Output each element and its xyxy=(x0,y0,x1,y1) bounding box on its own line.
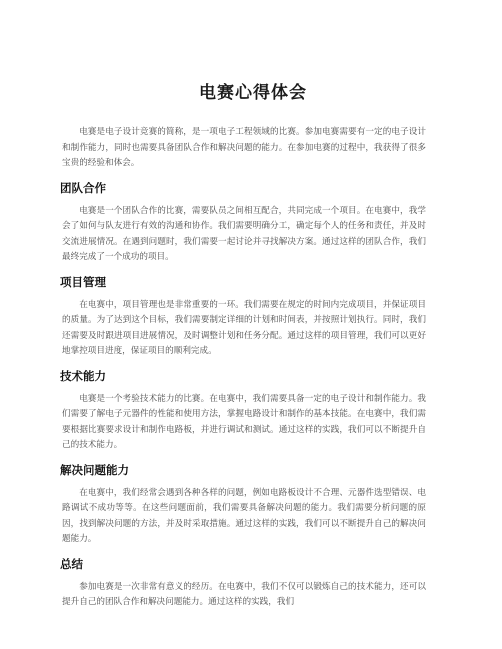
section-body: 在电赛中，项目管理也是非常重要的一环。我们需要在规定的时间内完成项目，并保证项目的质量。为了达到这个目标，我们需要制定详细的计划和时间表，并按照计划执行。同时，我们还需要及时跟进项目进展情况，及时调整计划和任务分配。通过这样的项目管理，我们可以更好地掌控项目进度，保证项目的顺利完成。 xyxy=(62,299,426,356)
intro-paragraph: 电赛是电子设计竞赛的简称，是一项电子工程领域的比赛。参加电赛需要有一定的电子设计和制作能力，同时也需要具备团队合作和解决问题的能力。在参加电赛的过程中，我获得了很多宝贵的经验和体会。 xyxy=(62,127,426,168)
section-body: 电赛是一个团队合作的比赛，需要队员之间相互配合，共同完成一个项目。在电赛中，我学会了如何与队友进行有效的沟通和协作。我们需要明确分工，确定每个人的任务和责任，并及时交流进展情况。在遇到问题时，我们需要一起讨论并寻找解决方案。通过这样的团队合作，我们最终完成了一个成功的项目。 xyxy=(62,205,426,262)
section-problem-solving xyxy=(60,462,426,548)
section-heading: 团队合作 xyxy=(60,180,106,195)
section-project-management xyxy=(60,274,426,360)
section-teamwork xyxy=(60,180,426,266)
section-heading: 解决问题能力 xyxy=(60,462,129,477)
section-heading: 项目管理 xyxy=(60,274,106,289)
section-body: 参加电赛是一次非常有意义的经历。在电赛中，我们不仅可以锻炼自己的技术能力，还可以提升自己的团队合作和解决问题能力。通过这样的实践，我们 xyxy=(62,581,426,607)
section-summary xyxy=(60,556,426,611)
section-body: 在电赛中，我们经常会遇到各种各样的问题，例如电路板设计不合理、元器件选型错误、电路调试不成功等等。在这些问题面前，我们需要具备解决问题的能力。我们需要分析问题的原因，找到解决问题的方法，并及时采取措施。通过这样的实践，我们可以不断提升自己的解决问题能力。 xyxy=(62,487,426,544)
section-body: 电赛是一个考验技术能力的比赛。在电赛中，我们需要具备一定的电子设计和制作能力。我们需要了解电子元器件的性能和使用方法，掌握电路设计和制作的基本技能。在电赛中，我们需要根据比赛要求设计和制作电路板，并进行调试和测试。通过这样的实践，我们可以不断提升自己的技术能力。 xyxy=(62,393,426,450)
document-title: 电赛心得体会 xyxy=(199,83,307,103)
section-heading: 总结 xyxy=(60,556,83,571)
section-heading: 技术能力 xyxy=(60,368,106,383)
section-technical-skills xyxy=(60,368,426,454)
